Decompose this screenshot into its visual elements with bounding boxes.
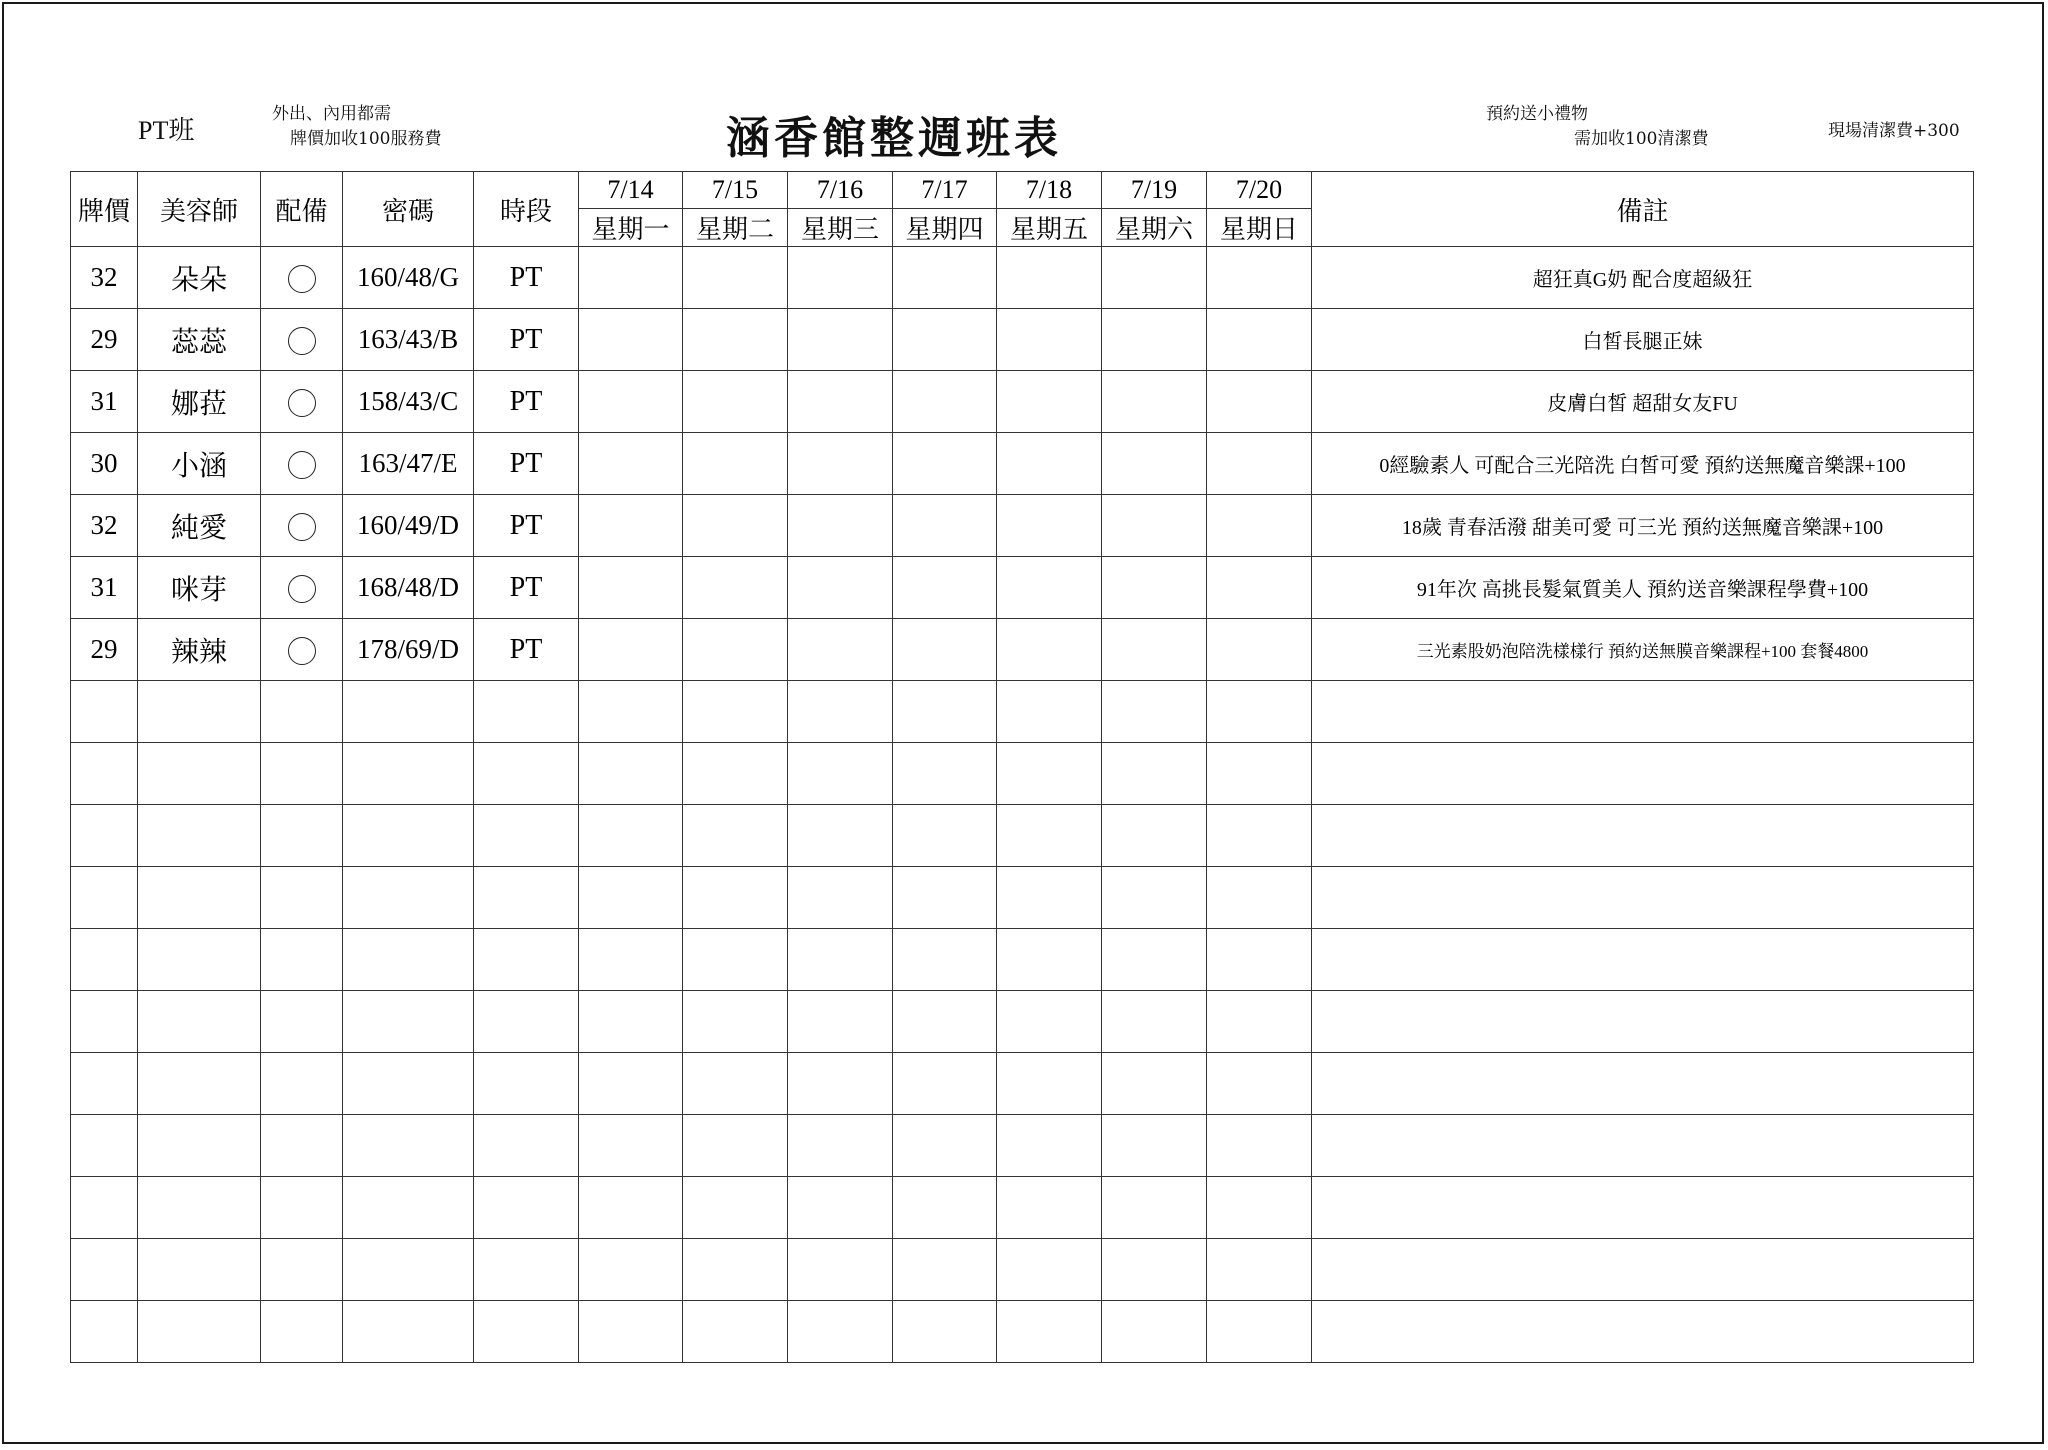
- day-cell[interactable]: [997, 309, 1102, 371]
- empty-cell[interactable]: [579, 991, 683, 1053]
- slot-cell: PT: [474, 371, 579, 433]
- day-cell[interactable]: [788, 433, 893, 495]
- empty-cell[interactable]: [343, 1239, 474, 1301]
- empty-table-row: [71, 1053, 1974, 1115]
- day-cell[interactable]: [893, 495, 997, 557]
- day-cell[interactable]: [683, 557, 788, 619]
- empty-cell[interactable]: [579, 1177, 683, 1239]
- stylist-name-cell: 辣辣: [138, 619, 261, 681]
- empty-cell[interactable]: [997, 1301, 1102, 1363]
- empty-cell[interactable]: [474, 1239, 579, 1301]
- code-cell: 160/49/D: [343, 495, 474, 557]
- empty-cell[interactable]: [997, 929, 1102, 991]
- code-cell: 158/43/C: [343, 371, 474, 433]
- stylist-name-cell: 純愛: [138, 495, 261, 557]
- day-cell[interactable]: [788, 495, 893, 557]
- empty-cell[interactable]: [71, 1239, 138, 1301]
- empty-cell[interactable]: [1312, 1177, 1974, 1239]
- day-cell[interactable]: [579, 557, 683, 619]
- day-cell[interactable]: [997, 433, 1102, 495]
- empty-cell[interactable]: [1207, 805, 1312, 867]
- day-cell[interactable]: [1102, 495, 1207, 557]
- empty-cell[interactable]: [1207, 743, 1312, 805]
- empty-cell[interactable]: [1312, 743, 1974, 805]
- slot-cell: PT: [474, 309, 579, 371]
- empty-cell[interactable]: [788, 1301, 893, 1363]
- empty-table-row: [71, 1301, 1974, 1363]
- day-cell[interactable]: [1207, 619, 1312, 681]
- day-cell[interactable]: [788, 247, 893, 309]
- empty-cell[interactable]: [474, 743, 579, 805]
- empty-cell[interactable]: [997, 805, 1102, 867]
- empty-cell[interactable]: [261, 743, 343, 805]
- empty-cell[interactable]: [474, 805, 579, 867]
- empty-cell[interactable]: [138, 1115, 261, 1177]
- day-cell[interactable]: [1207, 495, 1312, 557]
- day-cell[interactable]: [997, 619, 1102, 681]
- empty-cell[interactable]: [788, 991, 893, 1053]
- equipped-cell: [261, 557, 343, 619]
- date-header: 7/15: [683, 172, 788, 209]
- empty-cell[interactable]: [997, 991, 1102, 1053]
- empty-cell[interactable]: [1102, 1239, 1207, 1301]
- empty-cell[interactable]: [1207, 867, 1312, 929]
- empty-cell[interactable]: [1312, 929, 1974, 991]
- empty-cell[interactable]: [997, 1053, 1102, 1115]
- empty-cell[interactable]: [579, 1115, 683, 1177]
- empty-cell[interactable]: [1102, 1177, 1207, 1239]
- service-fee-note-line2: 牌價加收100服務費: [290, 129, 442, 149]
- gift-note-line1: 預約送小禮物: [1486, 104, 1588, 124]
- empty-cell[interactable]: [788, 929, 893, 991]
- price-cell: 31: [71, 371, 138, 433]
- empty-cell[interactable]: [1207, 991, 1312, 1053]
- empty-cell[interactable]: [683, 681, 788, 743]
- stylist-name-cell: 蕊蕊: [138, 309, 261, 371]
- empty-cell[interactable]: [474, 1301, 579, 1363]
- empty-cell[interactable]: [71, 1053, 138, 1115]
- slot-cell: PT: [474, 557, 579, 619]
- day-cell[interactable]: [893, 247, 997, 309]
- empty-cell[interactable]: [579, 805, 683, 867]
- empty-cell[interactable]: [683, 1053, 788, 1115]
- empty-cell[interactable]: [683, 1177, 788, 1239]
- price-cell: 32: [71, 247, 138, 309]
- empty-cell[interactable]: [893, 1239, 997, 1301]
- empty-cell[interactable]: [71, 1177, 138, 1239]
- date-header: 7/20: [1207, 172, 1312, 209]
- circle-mark-icon: [288, 451, 316, 479]
- empty-cell[interactable]: [1102, 1301, 1207, 1363]
- empty-table-row: [71, 1177, 1974, 1239]
- circle-mark-icon: [288, 637, 316, 665]
- empty-cell[interactable]: [138, 681, 261, 743]
- day-cell[interactable]: [997, 495, 1102, 557]
- slot-cell: PT: [474, 619, 579, 681]
- empty-cell[interactable]: [343, 1115, 474, 1177]
- empty-cell[interactable]: [683, 991, 788, 1053]
- class-label: PT班: [138, 116, 195, 145]
- empty-cell[interactable]: [683, 929, 788, 991]
- empty-cell[interactable]: [579, 1301, 683, 1363]
- empty-table-row: [71, 991, 1974, 1053]
- equipped-cell: [261, 619, 343, 681]
- empty-cell[interactable]: [579, 743, 683, 805]
- empty-table-row: [71, 1239, 1974, 1301]
- stylist-name-cell: 小涵: [138, 433, 261, 495]
- date-header: 7/14: [579, 172, 683, 209]
- date-header: 7/19: [1102, 172, 1207, 209]
- empty-cell[interactable]: [1312, 1053, 1974, 1115]
- empty-cell[interactable]: [474, 1115, 579, 1177]
- code-header: 密碼: [343, 172, 474, 247]
- empty-cell[interactable]: [683, 1239, 788, 1301]
- empty-cell[interactable]: [579, 681, 683, 743]
- day-cell[interactable]: [1102, 247, 1207, 309]
- empty-cell[interactable]: [138, 805, 261, 867]
- empty-cell[interactable]: [1312, 1115, 1974, 1177]
- empty-cell[interactable]: [788, 743, 893, 805]
- day-cell[interactable]: [1102, 309, 1207, 371]
- circle-mark-icon: [288, 575, 316, 603]
- stylist-header: 美容師: [138, 172, 261, 247]
- empty-cell[interactable]: [893, 1053, 997, 1115]
- page-title: 涵香館整週班表: [726, 113, 1062, 164]
- circle-mark-icon: [288, 327, 316, 355]
- empty-cell[interactable]: [1102, 991, 1207, 1053]
- empty-table-row: [71, 681, 1974, 743]
- empty-cell[interactable]: [579, 1053, 683, 1115]
- empty-cell[interactable]: [997, 867, 1102, 929]
- empty-table-row: [71, 929, 1974, 991]
- empty-cell[interactable]: [1102, 743, 1207, 805]
- day-cell[interactable]: [579, 247, 683, 309]
- empty-cell[interactable]: [343, 991, 474, 1053]
- empty-cell[interactable]: [261, 929, 343, 991]
- empty-cell[interactable]: [997, 681, 1102, 743]
- day-cell[interactable]: [788, 619, 893, 681]
- day-cell[interactable]: [1207, 433, 1312, 495]
- empty-cell[interactable]: [71, 991, 138, 1053]
- code-cell: 163/47/E: [343, 433, 474, 495]
- slot-cell: PT: [474, 495, 579, 557]
- service-fee-note: [272, 102, 441, 152]
- empty-cell[interactable]: [893, 743, 997, 805]
- empty-cell[interactable]: [788, 1053, 893, 1115]
- table-row: [71, 495, 1974, 557]
- weekday-header: 星期五: [997, 209, 1102, 247]
- empty-cell[interactable]: [261, 805, 343, 867]
- slot-cell: PT: [474, 247, 579, 309]
- empty-table-row: [71, 1115, 1974, 1177]
- day-cell[interactable]: [788, 557, 893, 619]
- empty-cell[interactable]: [474, 929, 579, 991]
- empty-cell[interactable]: [261, 1301, 343, 1363]
- weekday-header: 星期一: [579, 209, 683, 247]
- service-fee-note-line1: 外出、內用都需: [272, 104, 391, 124]
- empty-cell[interactable]: [71, 867, 138, 929]
- day-cell[interactable]: [1207, 247, 1312, 309]
- empty-cell[interactable]: [1102, 867, 1207, 929]
- weekly-schedule-table: [70, 171, 1974, 1363]
- weekday-header: 星期日: [1207, 209, 1312, 247]
- empty-cell[interactable]: [138, 743, 261, 805]
- empty-cell[interactable]: [579, 929, 683, 991]
- empty-cell[interactable]: [261, 1053, 343, 1115]
- empty-cell[interactable]: [788, 1115, 893, 1177]
- price-cell: 29: [71, 309, 138, 371]
- table-row: [71, 557, 1974, 619]
- empty-cell[interactable]: [683, 805, 788, 867]
- empty-cell[interactable]: [343, 929, 474, 991]
- empty-cell[interactable]: [1207, 1115, 1312, 1177]
- empty-cell[interactable]: [788, 681, 893, 743]
- empty-cell[interactable]: [579, 1239, 683, 1301]
- gift-note-line2: 需加收100清潔費: [1574, 129, 1709, 149]
- price-cell: 30: [71, 433, 138, 495]
- equipped-cell: [261, 247, 343, 309]
- empty-cell[interactable]: [138, 1301, 261, 1363]
- remark-cell: 0經驗素人 可配合三光陪洗 白皙可愛 預約送無魔音樂課+100: [1312, 433, 1974, 495]
- empty-cell[interactable]: [474, 1177, 579, 1239]
- empty-cell[interactable]: [261, 991, 343, 1053]
- empty-rows: [71, 681, 1974, 1363]
- empty-cell[interactable]: [343, 1053, 474, 1115]
- code-cell: 160/48/G: [343, 247, 474, 309]
- empty-cell[interactable]: [343, 1301, 474, 1363]
- empty-table-row: [71, 743, 1974, 805]
- stylist-name-cell: 咪芽: [138, 557, 261, 619]
- empty-cell[interactable]: [474, 991, 579, 1053]
- empty-cell[interactable]: [893, 991, 997, 1053]
- price-cell: 32: [71, 495, 138, 557]
- day-cell[interactable]: [893, 557, 997, 619]
- code-cell: 163/43/B: [343, 309, 474, 371]
- table-row: [71, 619, 1974, 681]
- equipped-cell: [261, 309, 343, 371]
- date-header: 7/17: [893, 172, 997, 209]
- empty-cell[interactable]: [893, 805, 997, 867]
- empty-cell[interactable]: [474, 681, 579, 743]
- weekday-header: 星期三: [788, 209, 893, 247]
- code-cell: 168/48/D: [343, 557, 474, 619]
- empty-cell[interactable]: [138, 929, 261, 991]
- empty-table-row: [71, 805, 1974, 867]
- empty-cell[interactable]: [1102, 1115, 1207, 1177]
- empty-cell[interactable]: [138, 1239, 261, 1301]
- stylist-name-cell: 朵朵: [138, 247, 261, 309]
- empty-cell[interactable]: [71, 805, 138, 867]
- empty-cell[interactable]: [683, 1301, 788, 1363]
- cleaning-fee-note: 現場清潔費+300: [1828, 121, 1960, 141]
- table-row: [71, 247, 1974, 309]
- empty-cell[interactable]: [893, 867, 997, 929]
- empty-cell[interactable]: [1207, 1301, 1312, 1363]
- day-cell[interactable]: [1102, 619, 1207, 681]
- empty-cell[interactable]: [1312, 805, 1974, 867]
- day-cell[interactable]: [579, 309, 683, 371]
- price-header: 牌價: [71, 172, 138, 247]
- empty-cell[interactable]: [71, 1301, 138, 1363]
- empty-cell[interactable]: [474, 867, 579, 929]
- empty-cell[interactable]: [1207, 1239, 1312, 1301]
- code-cell: 178/69/D: [343, 619, 474, 681]
- empty-cell[interactable]: [579, 867, 683, 929]
- empty-cell[interactable]: [343, 805, 474, 867]
- empty-cell[interactable]: [683, 743, 788, 805]
- empty-cell[interactable]: [1207, 681, 1312, 743]
- empty-cell[interactable]: [261, 867, 343, 929]
- empty-cell[interactable]: [788, 1239, 893, 1301]
- empty-cell[interactable]: [997, 743, 1102, 805]
- day-cell[interactable]: [683, 433, 788, 495]
- empty-cell[interactable]: [893, 929, 997, 991]
- empty-cell[interactable]: [997, 1115, 1102, 1177]
- stylist-name-cell: 娜菈: [138, 371, 261, 433]
- day-cell[interactable]: [893, 433, 997, 495]
- table-row: [71, 371, 1974, 433]
- equipped-cell: [261, 371, 343, 433]
- empty-cell[interactable]: [261, 1239, 343, 1301]
- day-cell[interactable]: [579, 619, 683, 681]
- empty-cell[interactable]: [261, 1115, 343, 1177]
- empty-cell[interactable]: [71, 1115, 138, 1177]
- empty-cell[interactable]: [343, 743, 474, 805]
- price-cell: 29: [71, 619, 138, 681]
- gift-note: [1486, 102, 1708, 152]
- remark-cell: 91年次 高挑長髮氣質美人 預約送音樂課程學費+100: [1312, 557, 1974, 619]
- empty-cell[interactable]: [1102, 1053, 1207, 1115]
- empty-cell[interactable]: [788, 1177, 893, 1239]
- empty-cell[interactable]: [343, 867, 474, 929]
- day-cell[interactable]: [579, 371, 683, 433]
- empty-cell[interactable]: [893, 681, 997, 743]
- day-cell[interactable]: [893, 619, 997, 681]
- empty-cell[interactable]: [1312, 991, 1974, 1053]
- empty-cell[interactable]: [1207, 929, 1312, 991]
- empty-cell[interactable]: [1102, 681, 1207, 743]
- empty-cell[interactable]: [138, 1177, 261, 1239]
- day-cell[interactable]: [683, 247, 788, 309]
- empty-cell[interactable]: [1312, 1301, 1974, 1363]
- empty-cell[interactable]: [893, 1177, 997, 1239]
- day-cell[interactable]: [788, 309, 893, 371]
- day-cell[interactable]: [1207, 371, 1312, 433]
- slot-header: 時段: [474, 172, 579, 247]
- empty-cell[interactable]: [1207, 1177, 1312, 1239]
- circle-mark-icon: [288, 389, 316, 417]
- empty-cell[interactable]: [474, 1053, 579, 1115]
- empty-cell[interactable]: [683, 867, 788, 929]
- table-row: [71, 433, 1974, 495]
- empty-cell[interactable]: [1312, 681, 1974, 743]
- empty-cell[interactable]: [997, 1239, 1102, 1301]
- day-cell[interactable]: [893, 309, 997, 371]
- weekday-header: 星期六: [1102, 209, 1207, 247]
- empty-cell[interactable]: [71, 681, 138, 743]
- date-header: 7/18: [997, 172, 1102, 209]
- empty-cell[interactable]: [343, 681, 474, 743]
- circle-mark-icon: [288, 513, 316, 541]
- empty-cell[interactable]: [1312, 867, 1974, 929]
- empty-cell[interactable]: [138, 991, 261, 1053]
- empty-cell[interactable]: [788, 867, 893, 929]
- equipped-header: 配備: [261, 172, 343, 247]
- weekday-header: 星期二: [683, 209, 788, 247]
- empty-cell[interactable]: [71, 929, 138, 991]
- remark-cell: 三光素股奶泡陪洗樣樣行 預約送無膜音樂課程+100 套餐4800: [1312, 619, 1974, 681]
- day-cell[interactable]: [683, 495, 788, 557]
- empty-cell[interactable]: [1102, 805, 1207, 867]
- price-cell: 31: [71, 557, 138, 619]
- day-cell[interactable]: [893, 371, 997, 433]
- date-header: 7/16: [788, 172, 893, 209]
- empty-cell[interactable]: [997, 1177, 1102, 1239]
- table-row: [71, 309, 1974, 371]
- slot-cell: PT: [474, 433, 579, 495]
- day-cell[interactable]: [1102, 371, 1207, 433]
- empty-cell[interactable]: [893, 1301, 997, 1363]
- day-cell[interactable]: [683, 371, 788, 433]
- equipped-cell: [261, 495, 343, 557]
- day-cell[interactable]: [1102, 557, 1207, 619]
- empty-cell[interactable]: [1207, 1053, 1312, 1115]
- day-cell[interactable]: [683, 309, 788, 371]
- remark-cell: 皮膚白皙 超甜女友FU: [1312, 371, 1974, 433]
- empty-table-row: [71, 867, 1974, 929]
- day-cell[interactable]: [788, 371, 893, 433]
- day-cell[interactable]: [1207, 309, 1312, 371]
- day-cell[interactable]: [997, 247, 1102, 309]
- empty-cell[interactable]: [138, 1053, 261, 1115]
- day-cell[interactable]: [1207, 557, 1312, 619]
- empty-cell[interactable]: [261, 1177, 343, 1239]
- empty-cell[interactable]: [71, 743, 138, 805]
- day-cell[interactable]: [579, 495, 683, 557]
- empty-cell[interactable]: [788, 805, 893, 867]
- remarks-header: 備註: [1312, 172, 1974, 247]
- empty-cell[interactable]: [1102, 929, 1207, 991]
- weekday-header: 星期四: [893, 209, 997, 247]
- remark-cell: 18歲 青春活潑 甜美可愛 可三光 預約送無魔音樂課+100: [1312, 495, 1974, 557]
- empty-cell[interactable]: [893, 1115, 997, 1177]
- equipped-cell: [261, 433, 343, 495]
- remark-cell: 白皙長腿正妹: [1312, 309, 1974, 371]
- day-cell[interactable]: [997, 557, 1102, 619]
- day-cell[interactable]: [683, 619, 788, 681]
- day-cell[interactable]: [579, 433, 683, 495]
- empty-cell[interactable]: [683, 1115, 788, 1177]
- empty-cell[interactable]: [343, 1177, 474, 1239]
- empty-cell[interactable]: [138, 867, 261, 929]
- day-cell[interactable]: [1102, 433, 1207, 495]
- empty-cell[interactable]: [261, 681, 343, 743]
- empty-cell[interactable]: [1312, 1239, 1974, 1301]
- day-cell[interactable]: [997, 371, 1102, 433]
- circle-mark-icon: [288, 265, 316, 293]
- remark-cell: 超狂真G奶 配合度超級狂: [1312, 247, 1974, 309]
